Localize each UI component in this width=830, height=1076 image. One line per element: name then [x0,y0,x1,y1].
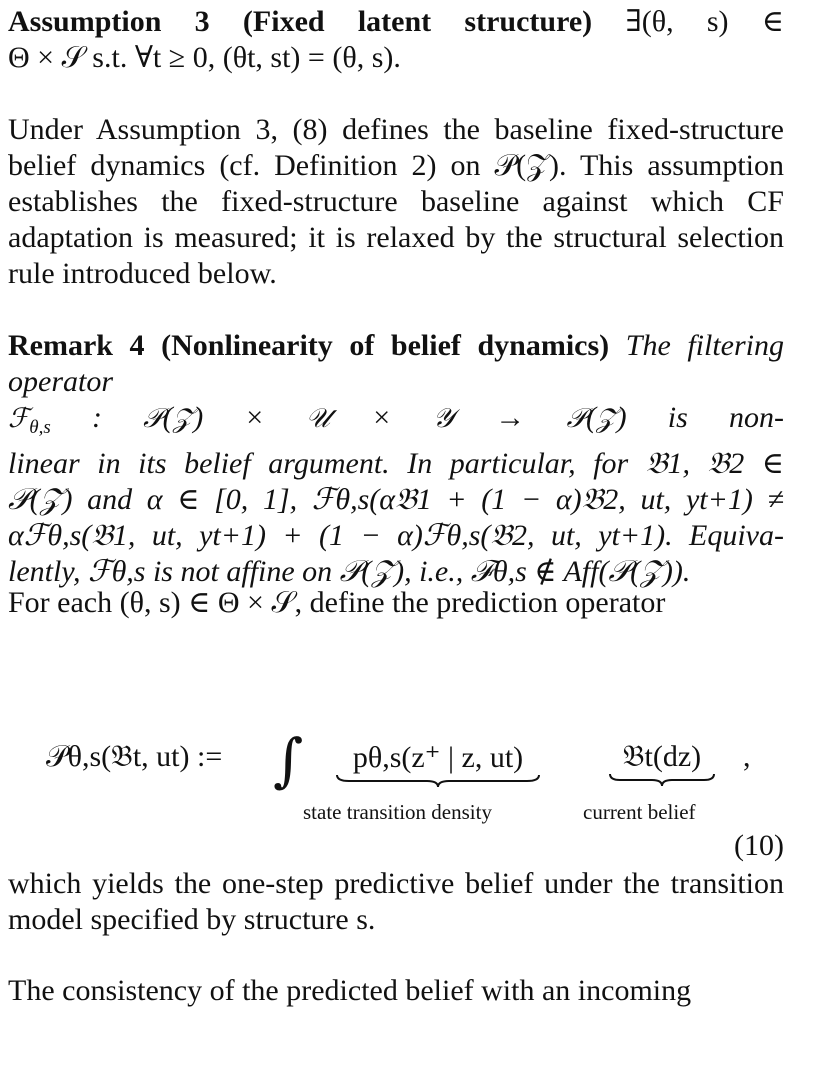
remark-line-3: 𝒫(𝒵) and α ∈ [0, 1], ℱθ,s(α𝔅1 + (1 − α)𝔅2, ut, yt+1) ≠ [8,483,784,516]
remark-operator-signature: ℱ$_{\theta,s}$ : 𝒫(𝒵) × 𝒰 × 𝒴 → 𝒫(𝒵) is non- [8,401,785,438]
paragraph-predictive-belief: which yields the one-step predictive belief under the transition model specified by structure s. [8,867,784,936]
equation-comma: , [743,740,751,773]
assumption-label: Assumption 3 (Fixed latent structure) [8,5,593,38]
assumption-statement-2: Θ × 𝒮 s.t. ∀t ≥ 0, (θt, st) = (θ, s). [8,41,401,74]
remark-block [8,328,784,590]
remark-label: Remark 4 (Nonlinearity of belief dynamics) [8,329,610,362]
current-belief-expr: 𝔅t(dz) [622,740,702,773]
underbrace-transition [335,773,541,789]
equation-number: (10) [734,829,784,862]
current-belief-label: current belief [583,800,696,824]
equation-lhs: 𝒫θ,s(𝔅t, ut) := [46,740,223,773]
remark-line-2: linear in its belief argument. In particular, for 𝔅1, 𝔅2 ∈ [8,447,784,480]
remark-lead: The filtering operator [8,329,785,398]
paragraph-prediction-intro: For each (θ, s) ∈ Θ × 𝒮, define the prediction operator [8,586,666,619]
remark-line-4: αℱθ,s(𝔅1, ut, yt+1) + (1 − α)ℱθ,s(𝔅2, ut, yt+1). Equiva- [8,519,784,552]
transition-density-label: state transition density [303,800,492,824]
integral-sign: ∫ [273,726,304,794]
transition-density-expr: pθ,s(z⁺ | z, ut) [352,741,524,774]
assumption-block [8,4,784,76]
assumption-statement-1: ∃(θ, s) ∈ [625,5,785,38]
paragraph-consistency: The consistency of the predicted belief with an incoming [8,974,692,1007]
transition-density-term [333,740,543,789]
paragraph-baseline: Under Assumption 3, (8) defines the baseline fixed-structure belief dynamics (cf. Definition 2) on 𝒫(𝒵). This assumption establishes the fixed-structure baseline against which CF adaptation is measured; it is relaxed by the structural selection rule introduced below. [8,113,784,290]
equation-10 [8,726,784,840]
current-belief-term [606,740,718,788]
underbrace-belief [608,772,716,788]
remark-line-5: lently, ℱθ,s is not affine on 𝒫(𝒵), i.e., ℱθ,s ∉ Aff(𝒫(𝒵)). [8,555,691,588]
